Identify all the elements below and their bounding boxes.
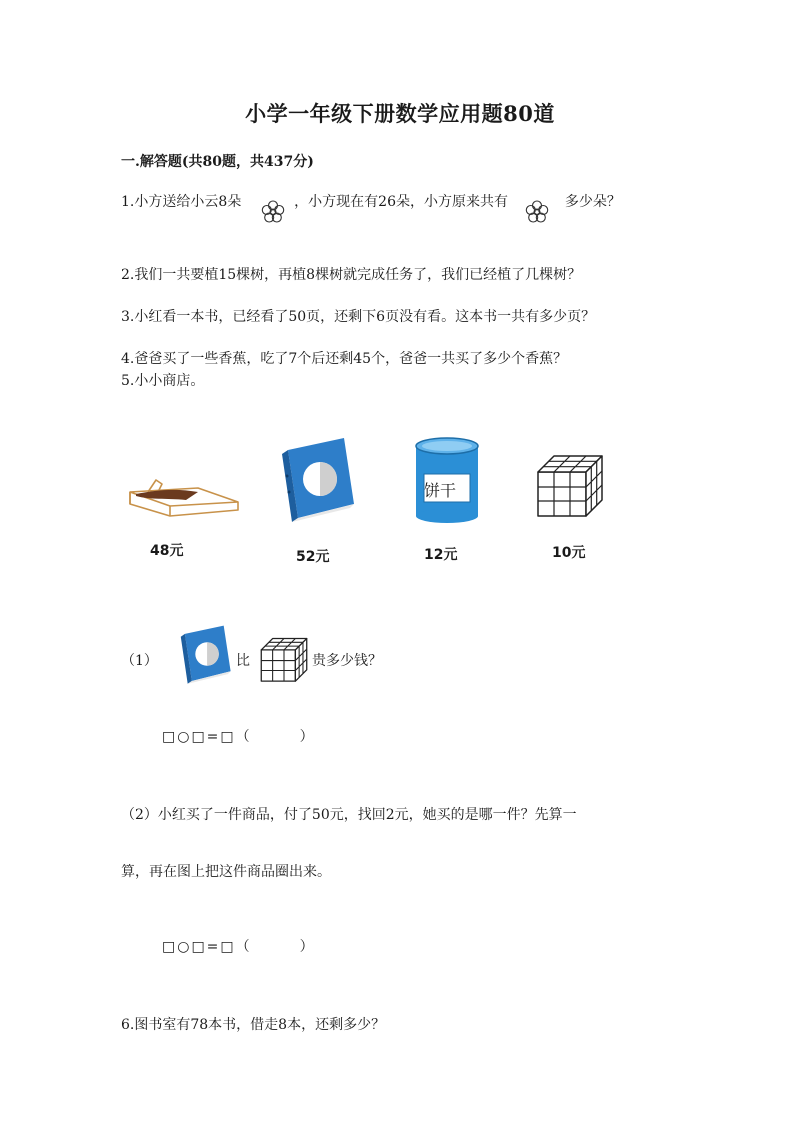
section-heading: 一.解答题(共80题，共437分)	[121, 154, 314, 170]
flower-icon	[524, 199, 550, 225]
sub1-formula: □○□=□（ ）	[162, 729, 316, 745]
sub1-number: （1）	[121, 653, 158, 669]
rubiks-cube-icon	[258, 630, 310, 688]
page-title: 小学一年级下册数学应用题80道	[245, 101, 555, 126]
book-icon	[278, 436, 356, 526]
question-2: 2.我们一共要植15棵树，再植8棵树就完成任务了，我们已经植了几棵树？	[121, 267, 582, 283]
sub2-formula: □○□=□（ ）	[162, 939, 316, 955]
price-cookie-tin: 12元	[424, 547, 458, 563]
sub2-line-1: （2）小红买了一件商品，付了50元，找回2元，她买的是哪一件？先算一	[121, 807, 577, 823]
book-icon	[178, 624, 232, 688]
question-6: 6.图书室有78本书，借走8本，还剩多少？	[121, 1017, 386, 1033]
sub1-compare: 比	[236, 653, 250, 669]
sub2-line-2: 算，再在图上把这件商品圈出来。	[121, 864, 331, 880]
question-1	[121, 189, 621, 215]
price-pizza: 48元	[150, 543, 184, 559]
question-4: 4.爸爸买了一些香蕉，吃了7个后还剩45个，爸爸一共买了多少个香蕉？	[121, 351, 568, 367]
sub1-tail: 贵多少钱？	[312, 653, 382, 669]
flower-icon	[260, 199, 286, 225]
q1-text-c: 多少朵？	[564, 194, 621, 210]
rubiks-cube-icon	[534, 444, 606, 524]
q1-text-b: ，小方现在有26朵，小方原来共有	[294, 194, 508, 210]
price-cube: 10元	[552, 545, 586, 561]
q1-text-a: 1.小方送给小云8朵	[121, 194, 242, 210]
cookie-tin-label: 饼干	[424, 481, 457, 500]
question-5-heading: 5.小小商店。	[121, 373, 205, 389]
price-book: 52元	[296, 549, 330, 565]
question-3: 3.小红看一本书，已经看了50页，还剩下6页没有看。这本书一共有多少页？	[121, 309, 596, 325]
pizza-box-icon	[126, 470, 242, 524]
